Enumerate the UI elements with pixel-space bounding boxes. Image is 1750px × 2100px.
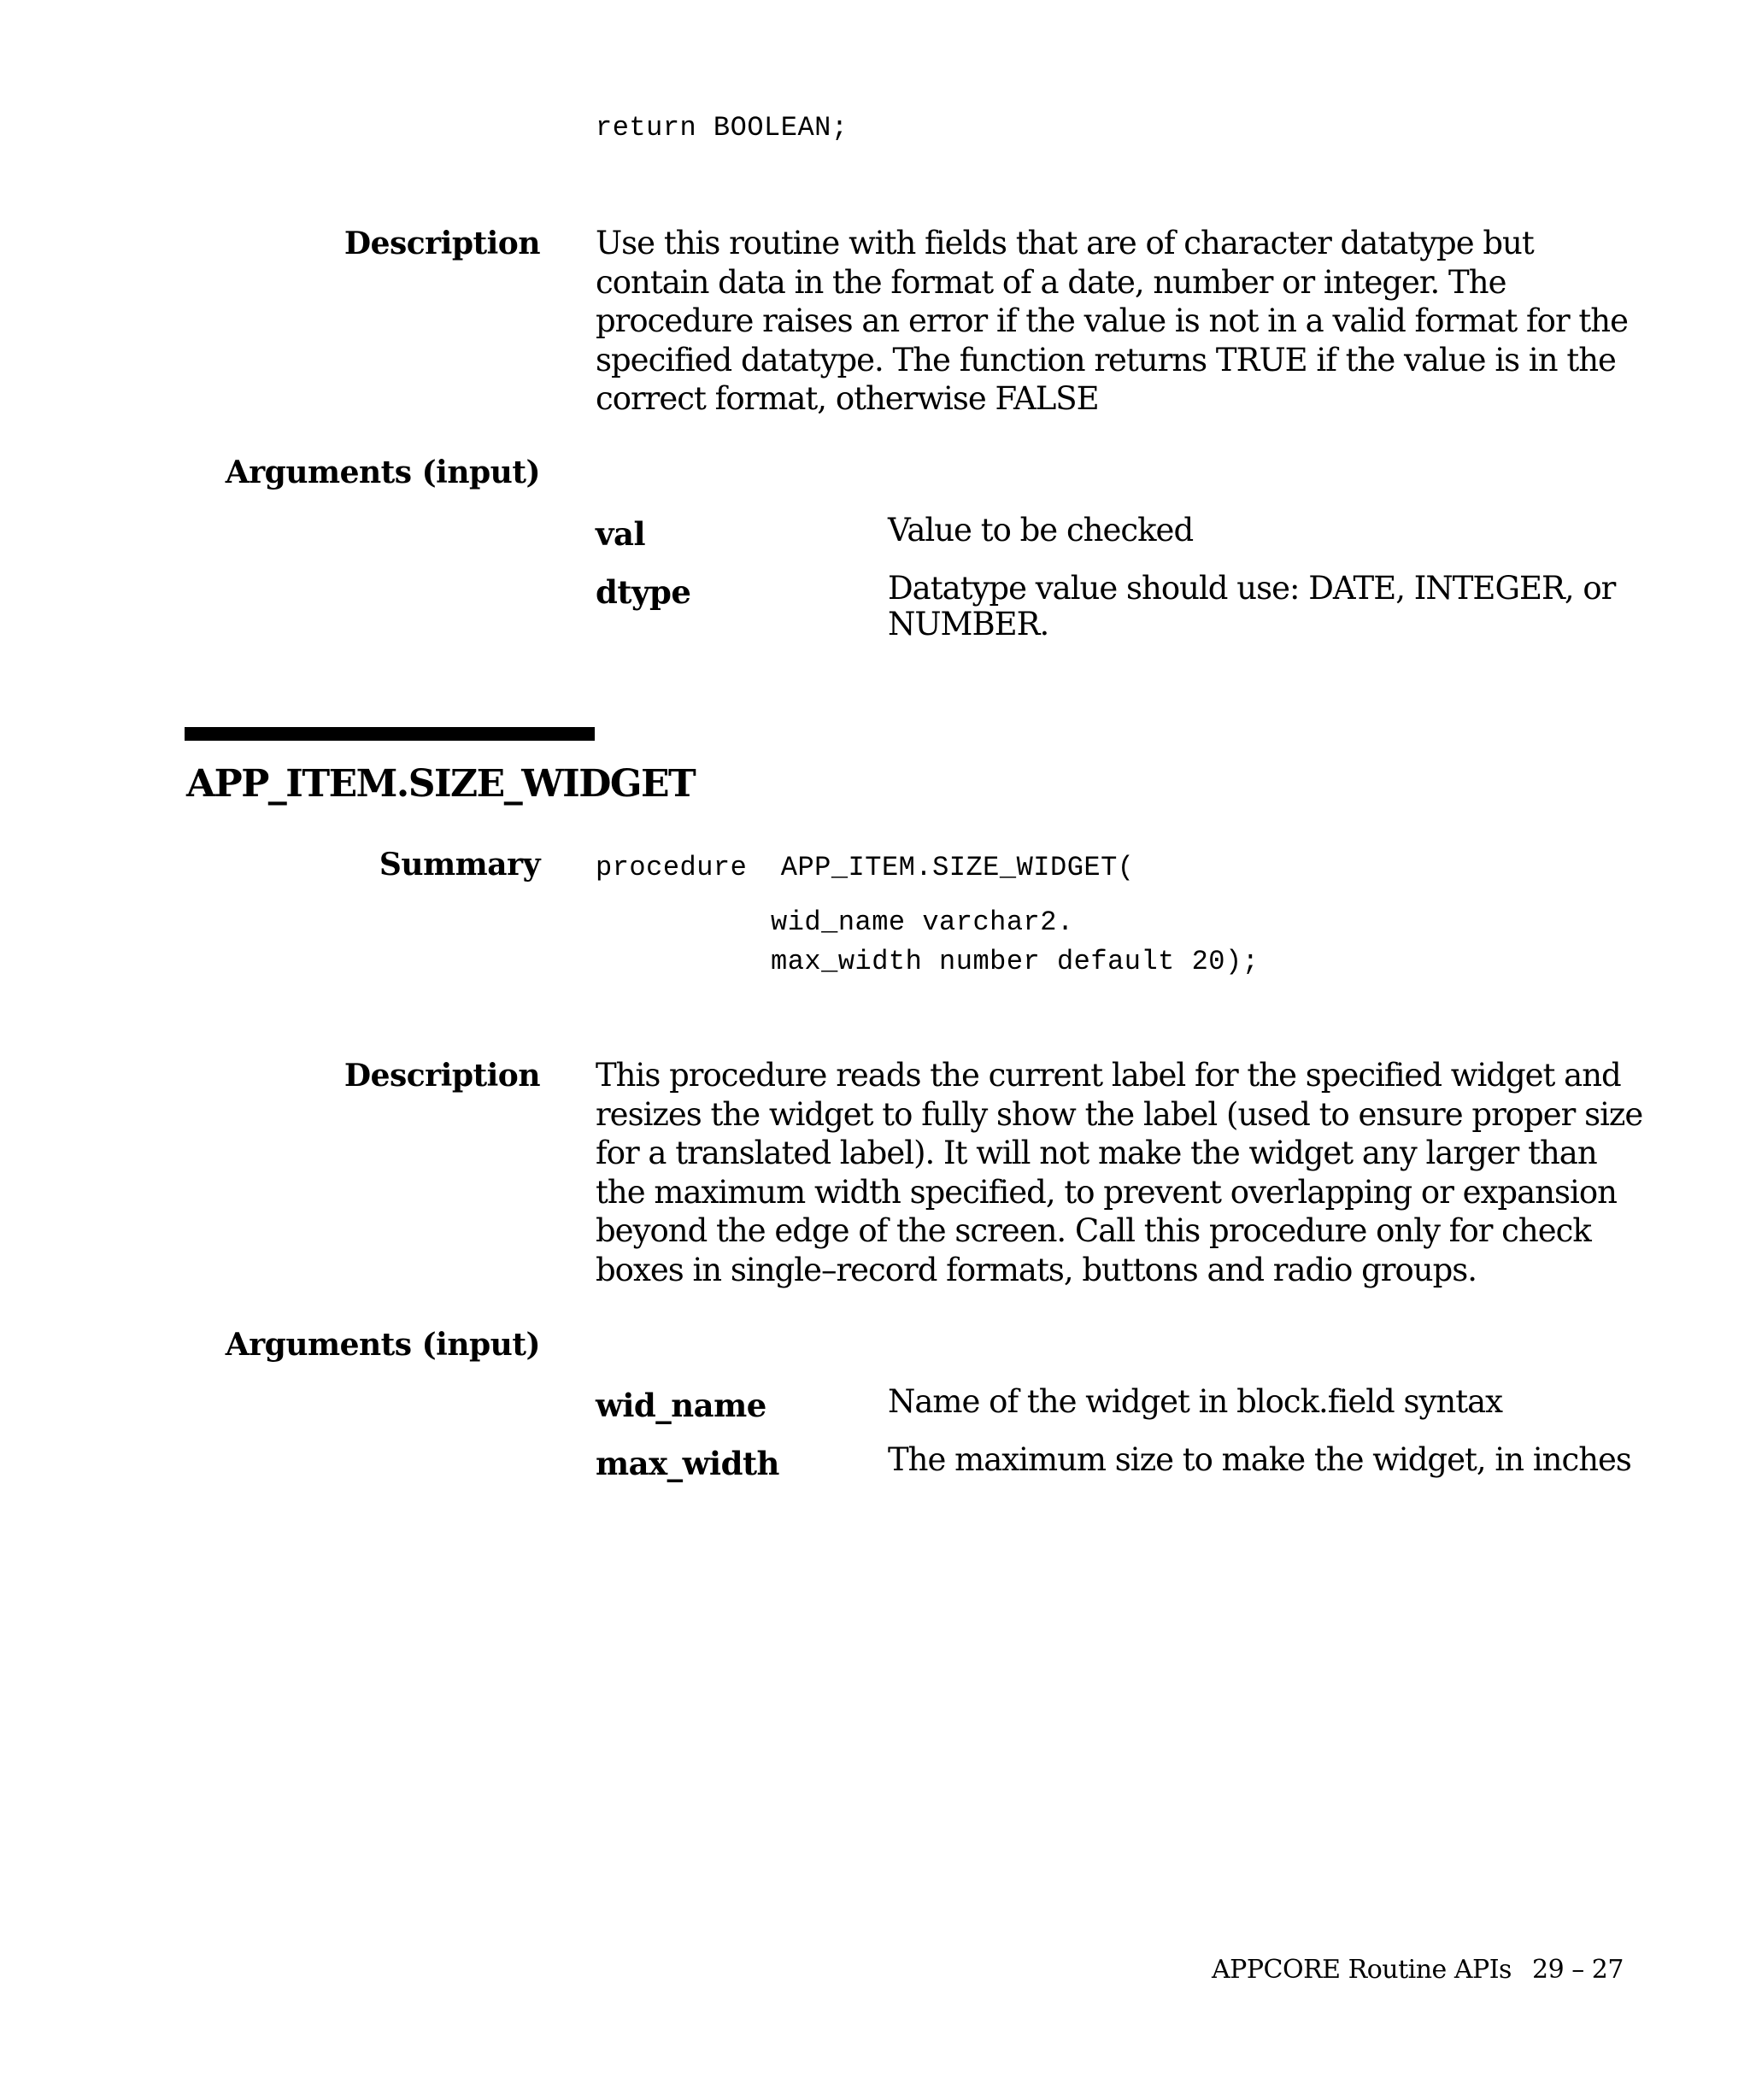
footer-chapter: APPCORE Routine APIs <box>1212 1955 1512 1985</box>
section-title: APP_ITEM.SIZE_WIDGET <box>186 762 696 806</box>
argument-description: Datatype value should use: DATE, INTEGER, or NUMBER. <box>888 570 1616 642</box>
description-text: This procedure reads the current label for the specified widget and resizes the widget to fully show the label (used to ensure proper size for a translated label). It will not make the widget any larger than the maximum width specified, to prevent overlapping or expansion beyond the edge of the screen. Call this procedure only for check boxes in single–record formats, buttons and radio groups. <box>596 1057 1643 1288</box>
argument-name: val <box>596 515 646 553</box>
section-rule <box>185 727 595 741</box>
footer-page-number: 29 – 27 <box>1532 1955 1624 1985</box>
summary-code-line: wid_name varchar2. <box>771 906 1074 938</box>
argument-name: wid_name <box>596 1387 766 1424</box>
arguments-label: Arguments (input) <box>225 455 540 490</box>
summary-code-line: max_width number default 20); <box>771 946 1260 977</box>
description-label: Description <box>344 226 540 261</box>
argument-description: Name of the widget in block.field syntax <box>888 1383 1503 1420</box>
description-text: Use this routine with fields that are of character datatype but contain data in the format of a date, number or integer. The procedure raises an error if the value is not in a valid format for the specified datatype. The function returns TRUE if the value is in the correct format, otherwise FALSE <box>596 225 1628 417</box>
argument-name: max_width <box>596 1445 779 1482</box>
code-return-line: return BOOLEAN; <box>596 112 849 144</box>
argument-description: The maximum size to make the widget, in inches <box>888 1441 1631 1478</box>
description-label: Description <box>344 1058 540 1094</box>
summary-code-line: procedure APP_ITEM.SIZE_WIDGET( <box>596 852 1135 883</box>
argument-description: Value to be checked <box>888 512 1194 548</box>
arguments-label: Arguments (input) <box>225 1327 540 1363</box>
argument-name: dtype <box>596 573 691 611</box>
summary-label: Summary <box>379 847 540 883</box>
